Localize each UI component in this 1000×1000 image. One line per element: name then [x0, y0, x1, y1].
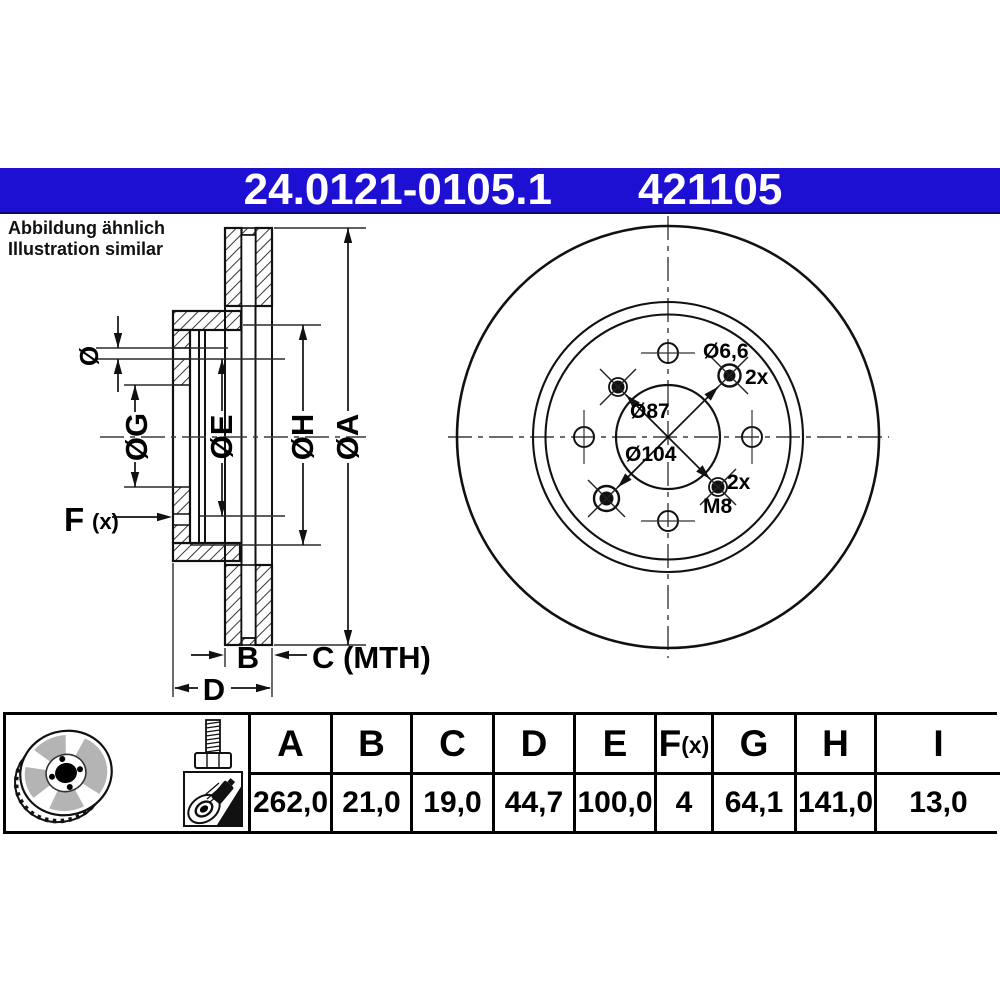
- value-c: 19,0: [410, 772, 492, 831]
- label-dia-h: ØH: [285, 413, 320, 461]
- col-header-a: [248, 715, 330, 772]
- col-header-d: [492, 715, 573, 772]
- col-header-h: [794, 715, 874, 772]
- note-line-en: Illustration similar: [8, 239, 164, 259]
- label-thread-qty: 2x: [727, 471, 751, 494]
- col-label: G: [739, 722, 769, 764]
- label-hub-dia: Ø87: [630, 400, 670, 423]
- value-f: 4: [654, 772, 711, 831]
- label-f: F: [64, 501, 85, 538]
- label-b: B: [236, 640, 260, 675]
- friction-ring-bottom: [225, 565, 272, 645]
- value-a: 262,0: [248, 772, 330, 831]
- value-h: 141,0: [794, 772, 874, 831]
- col-label: H: [822, 722, 849, 764]
- article-number: 421105: [637, 165, 783, 214]
- col-label: I: [933, 722, 944, 764]
- part-number: 24.0121-0105.1: [243, 165, 552, 214]
- anti-corrosion-spray-icon: [183, 771, 243, 827]
- label-dia-g: ØG: [119, 412, 154, 462]
- value-e: 100,0: [573, 772, 654, 831]
- mounting-bolt-icon: [185, 717, 241, 771]
- col-header-g: [711, 715, 794, 772]
- label-dia: Ø: [74, 345, 104, 367]
- col-label: D: [520, 722, 548, 764]
- label-dia-a: ØA: [330, 413, 365, 461]
- value-b: 21,0: [330, 772, 410, 831]
- col-header-e: [573, 715, 654, 772]
- label-hole-dia: Ø6,6: [703, 340, 749, 363]
- col-label: E: [602, 722, 628, 764]
- value-i: 13,0: [874, 772, 1000, 831]
- brake-disc-3d-icon: [8, 717, 120, 829]
- col-header-i: [874, 715, 1000, 772]
- dimension-table: [3, 712, 997, 834]
- col-label: A: [277, 722, 304, 764]
- col-header-c: [410, 715, 492, 772]
- label-thread-size: M8: [703, 495, 733, 518]
- accessory-icons: [180, 717, 246, 831]
- cross-section-view: [64, 228, 431, 707]
- label-dia-e: ØE: [204, 414, 239, 460]
- col-label: B: [358, 722, 385, 764]
- col-label: C: [439, 722, 466, 764]
- table-image-cell: [6, 715, 248, 831]
- col-label-suffix: (x): [681, 732, 710, 758]
- label-bolt-circle: Ø104: [625, 443, 677, 466]
- label-d: D: [202, 672, 226, 707]
- label-c-mth: C (MTH): [312, 640, 431, 675]
- label-hole-qty: 2x: [745, 366, 769, 389]
- note-line-de: Abbildung ähnlich: [8, 218, 165, 238]
- front-view: [448, 216, 889, 658]
- col-label: F: [658, 722, 682, 764]
- value-d: 44,7: [492, 772, 573, 831]
- value-g: 64,1: [711, 772, 794, 831]
- col-header-b: [330, 715, 410, 772]
- label-f-suffix: (x): [92, 509, 119, 534]
- col-header-f: [654, 715, 711, 772]
- friction-ring-top: [225, 228, 272, 306]
